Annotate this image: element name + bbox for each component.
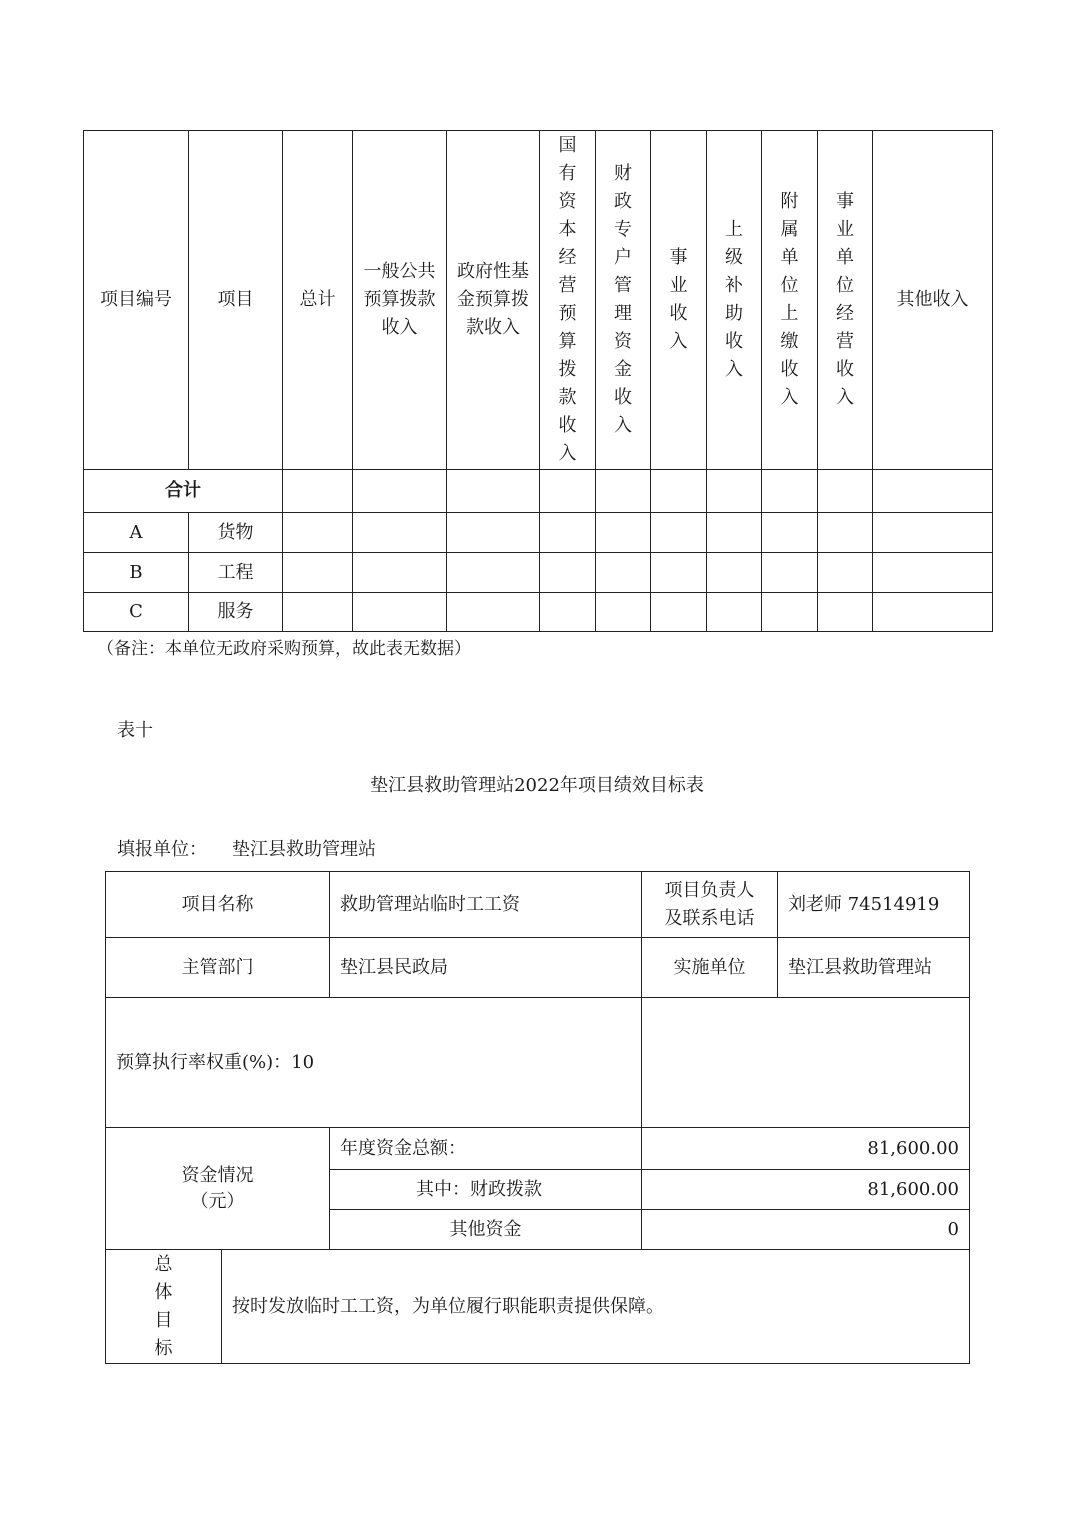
project-name-value: 救助管理站临时工工资 xyxy=(330,872,642,938)
header-other-income: 其他收入 xyxy=(873,131,993,470)
contact-value: 刘老师 74514919 xyxy=(778,872,970,938)
header-row xyxy=(84,131,993,470)
header-gov-fund: 政府性基金预算拨款收入 xyxy=(457,261,529,338)
table-number: 表十 xyxy=(117,720,153,741)
performance-goal-table xyxy=(105,871,970,1364)
procurement-budget-table xyxy=(83,130,993,632)
weight-text: 预算执行率权重(%)：10 xyxy=(106,998,642,1128)
dept-row xyxy=(106,938,970,998)
filing-unit-label: 填报单位： xyxy=(117,839,207,860)
contact-label: 项目负责人及联系电话 xyxy=(664,879,755,929)
row-code: B xyxy=(84,553,189,593)
funds-row xyxy=(106,1128,970,1170)
header-project-code: 项目编号 xyxy=(84,131,189,470)
remark-text: （备注：本单位无政府采购预算，故此表无数据） xyxy=(97,639,471,659)
annual-total-label: 年度资金总额： xyxy=(330,1128,642,1170)
header-superior-subsidy: 上级补助收入 xyxy=(724,219,743,380)
goal-label: 总体目标 xyxy=(154,1253,173,1359)
dept-label: 主管部门 xyxy=(106,938,330,998)
header-project: 项目 xyxy=(189,131,283,470)
header-affiliated-income: 附属单位上缴收入 xyxy=(780,191,799,408)
goal-row xyxy=(106,1250,970,1364)
annual-total-value: 81,600.00 xyxy=(642,1128,970,1170)
filing-unit-value: 垫江县救助管理站 xyxy=(232,839,376,860)
project-name-label: 项目名称 xyxy=(106,872,330,938)
page-title: 垫江县救助管理站2022年项目绩效目标表 xyxy=(370,775,704,796)
table-row xyxy=(84,513,993,553)
row-code: A xyxy=(84,513,189,553)
header-fiscal-special: 财政专户管理资金收入 xyxy=(613,163,632,436)
total-row-label: 合计 xyxy=(84,470,283,513)
fiscal-label: 其中：财政拨款 xyxy=(330,1170,642,1210)
other-label: 其他资金 xyxy=(330,1210,642,1250)
header-general-budget: 一般公共预算拨款收入 xyxy=(363,261,436,338)
row-name: 货物 xyxy=(189,513,283,553)
row-name: 服务 xyxy=(189,593,283,632)
weight-row xyxy=(106,998,970,1128)
funds-label: 资金情况 （元） xyxy=(106,1128,330,1250)
fiscal-value: 81,600.00 xyxy=(642,1170,970,1210)
impl-label: 实施单位 xyxy=(642,938,778,998)
dept-value: 垫江县民政局 xyxy=(330,938,642,998)
other-value: 0 xyxy=(642,1210,970,1250)
table-row xyxy=(84,553,993,593)
table-row xyxy=(84,593,993,632)
row-code: C xyxy=(84,593,189,632)
project-name-row xyxy=(106,872,970,938)
total-row xyxy=(84,470,993,513)
impl-value: 垫江县救助管理站 xyxy=(778,938,970,998)
goal-text: 按时发放临时工工资，为单位履行职能职责提供保障。 xyxy=(222,1250,970,1364)
header-operating-income: 事业单位经营收入 xyxy=(835,191,854,408)
row-name: 工程 xyxy=(189,553,283,593)
header-state-capital: 国有资本经营预算拨款收入 xyxy=(558,135,577,464)
header-business-income: 事业收入 xyxy=(669,247,688,352)
header-total: 总计 xyxy=(283,131,353,470)
